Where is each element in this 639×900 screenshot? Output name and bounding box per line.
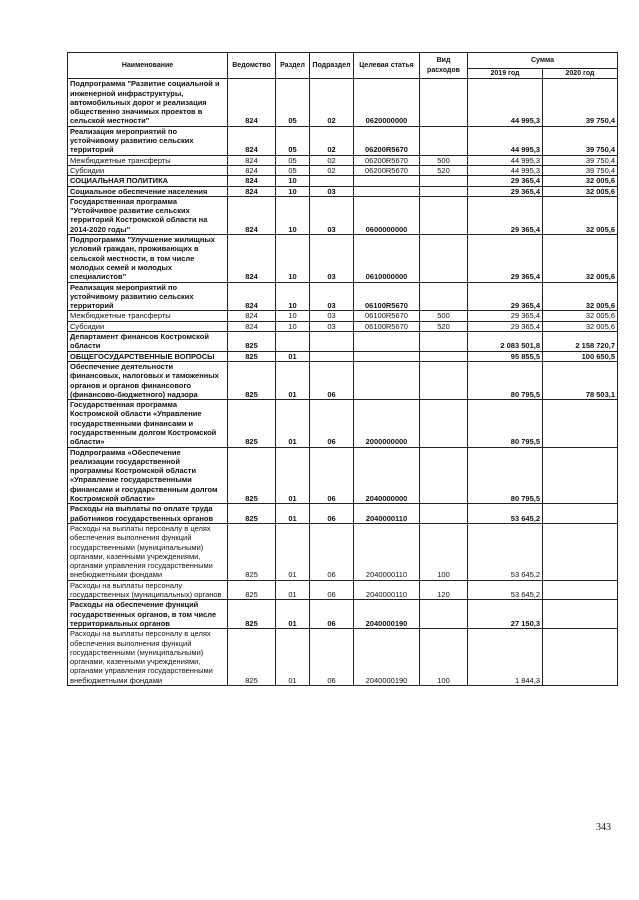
row-section-cell: 10 [276,176,310,186]
row-2020-cell: 32 005,6 [543,282,618,311]
row-dept-cell: 824 [228,196,276,234]
row-2019-cell: 1 844,3 [468,629,543,686]
row-2020-cell [543,523,618,580]
row-kind-cell [420,126,468,155]
row-name-cell: Реализация мероприятий по устойчивому развитию сельских территорий [68,126,228,155]
row-name-cell: Субсидии [68,321,228,331]
row-dept-cell: 824 [228,186,276,196]
row-name-cell: Департамент финансов Костромской области [68,332,228,352]
row-section-cell: 01 [276,600,310,629]
page-number: 343 [596,822,611,833]
header-2020: 2020 год [543,69,618,79]
row-subsection-cell: 03 [310,196,354,234]
row-dept-cell: 825 [228,332,276,352]
row-2020-cell: 32 005,6 [543,311,618,321]
row-kind-cell: 100 [420,523,468,580]
row-kind-cell [420,351,468,361]
row-kind-cell: 100 [420,629,468,686]
row-dept-cell: 824 [228,79,276,126]
row-2020-cell: 2 158 720,7 [543,332,618,352]
row-name-cell: Реализация мероприятий по устойчивому развитию сельских территорий [68,282,228,311]
row-2020-cell [543,629,618,686]
table-row [68,447,618,504]
row-2020-cell: 32 005,6 [543,235,618,282]
row-2020-cell: 39 750,4 [543,79,618,126]
row-2020-cell [543,580,618,600]
row-target-cell [354,176,420,186]
row-name-cell: Межбюджетные трансферты [68,155,228,165]
row-name-cell: Расходы на обеспечение функций государственных органов, в том числе территориальных органов [68,600,228,629]
row-target-cell: 0610000000 [354,235,420,282]
row-name-cell: Межбюджетные трансферты [68,311,228,321]
row-kind-cell [420,600,468,629]
row-target-cell: 06200R5670 [354,155,420,165]
row-target-cell [354,361,420,399]
row-target-cell: 0600000000 [354,196,420,234]
row-kind-cell [420,504,468,524]
row-dept-cell: 825 [228,629,276,686]
row-2020-cell: 39 750,4 [543,165,618,175]
row-2019-cell: 80 795,5 [468,400,543,447]
row-name-cell: Государственная программа Костромской области «Управление государственными финансами и государственным долгом Костромской области» [68,400,228,447]
row-name-cell: Расходы на выплаты по оплате труда работников государственных органов [68,504,228,524]
row-dept-cell: 824 [228,311,276,321]
row-target-cell: 06200R5670 [354,126,420,155]
row-2019-cell: 29 365,4 [468,196,543,234]
header-target: Целевая статья [354,53,420,79]
row-target-cell: 2040000190 [354,600,420,629]
row-dept-cell: 824 [228,176,276,186]
row-kind-cell [420,196,468,234]
row-dept-cell: 825 [228,600,276,629]
row-kind-cell: 500 [420,155,468,165]
row-subsection-cell: 06 [310,523,354,580]
row-kind-cell: 520 [420,321,468,331]
row-section-cell: 05 [276,155,310,165]
budget-table [67,52,618,686]
header-name: Наименование [68,53,228,79]
row-2019-cell: 29 365,4 [468,235,543,282]
row-kind-cell [420,400,468,447]
row-2020-cell: 100 650,5 [543,351,618,361]
table-row [68,523,618,580]
table-row [68,629,618,686]
row-section-cell: 10 [276,235,310,282]
row-2020-cell [543,504,618,524]
row-subsection-cell: 06 [310,600,354,629]
row-kind-cell [420,186,468,196]
row-target-cell: 2000000000 [354,400,420,447]
row-subsection-cell [310,332,354,352]
row-name-cell: Государственная программа "Устойчивое развитие сельских территорий Костромской области на 2014-2020 годы" [68,196,228,234]
row-dept-cell: 824 [228,165,276,175]
row-2020-cell: 39 750,4 [543,126,618,155]
table-row [68,504,618,524]
row-subsection-cell: 06 [310,580,354,600]
row-section-cell: 01 [276,361,310,399]
row-section-cell: 01 [276,504,310,524]
row-kind-cell [420,79,468,126]
row-target-cell: 2040000110 [354,523,420,580]
table-row [68,155,618,165]
row-2019-cell: 44 995,3 [468,126,543,155]
table-row [68,311,618,321]
row-target-cell: 0620000000 [354,79,420,126]
row-2019-cell: 53 645,2 [468,504,543,524]
row-2019-cell: 29 365,4 [468,176,543,186]
row-target-cell [354,186,420,196]
row-section-cell: 05 [276,79,310,126]
row-2019-cell: 2 083 501,8 [468,332,543,352]
table-body [68,79,618,686]
row-name-cell: Субсидии [68,165,228,175]
row-kind-cell [420,282,468,311]
row-target-cell: 06100R5670 [354,282,420,311]
header-section: Раздел [276,53,310,79]
row-target-cell: 06100R5670 [354,311,420,321]
row-2019-cell: 53 645,2 [468,580,543,600]
row-kind-cell: 120 [420,580,468,600]
header-2019: 2019 год [468,69,543,79]
row-subsection-cell: 06 [310,504,354,524]
row-section-cell: 10 [276,321,310,331]
row-target-cell: 2040000000 [354,447,420,504]
row-target-cell: 2040000190 [354,629,420,686]
row-2019-cell: 27 150,3 [468,600,543,629]
row-dept-cell: 825 [228,351,276,361]
row-target-cell: 2040000110 [354,580,420,600]
row-subsection-cell [310,351,354,361]
row-2019-cell: 44 995,3 [468,155,543,165]
row-2020-cell: 32 005,6 [543,176,618,186]
row-dept-cell: 824 [228,282,276,311]
row-subsection-cell: 02 [310,165,354,175]
row-2019-cell: 44 995,3 [468,79,543,126]
header-dept: Ведомство [228,53,276,79]
row-dept-cell: 824 [228,235,276,282]
row-section-cell: 01 [276,351,310,361]
row-subsection-cell: 03 [310,321,354,331]
row-name-cell: Расходы на выплаты персоналу государственных (муниципальных) органов [68,580,228,600]
row-dept-cell: 825 [228,523,276,580]
row-2020-cell: 39 750,4 [543,155,618,165]
row-section-cell: 01 [276,629,310,686]
row-2020-cell: 32 005,6 [543,186,618,196]
table-row [68,580,618,600]
row-name-cell: Подпрограмма "Развитие социальной и инженерной инфраструктуры, автомобильных дорог и реализация общественно значимых проектов в сельской местности" [68,79,228,126]
row-2020-cell [543,600,618,629]
row-name-cell: Расходы на выплаты персоналу в целях обеспечения выполнения функций государственными (муниципальными) органами, казенными учреждениями, органами управления государственными внебюджетными фондами [68,629,228,686]
table-row [68,196,618,234]
row-2019-cell: 95 855,5 [468,351,543,361]
row-kind-cell [420,447,468,504]
table-row [68,332,618,352]
table-row [68,165,618,175]
row-subsection-cell: 02 [310,79,354,126]
row-2020-cell [543,447,618,504]
row-section-cell: 05 [276,165,310,175]
row-subsection-cell: 03 [310,282,354,311]
row-2019-cell: 29 365,4 [468,282,543,311]
table-row [68,400,618,447]
row-dept-cell: 824 [228,126,276,155]
row-section-cell: 10 [276,311,310,321]
row-target-cell: 06100R5670 [354,321,420,331]
row-subsection-cell: 03 [310,235,354,282]
row-section-cell [276,332,310,352]
row-subsection-cell: 06 [310,447,354,504]
row-dept-cell: 825 [228,447,276,504]
row-name-cell: Подпрограмма "Улучшение жилищных условий граждан, проживающих в сельской местности, в том числе молодых семей и молодых специалистов" [68,235,228,282]
table-row [68,321,618,331]
row-2019-cell: 80 795,5 [468,361,543,399]
row-2020-cell: 78 503,1 [543,361,618,399]
row-2019-cell: 44 995,3 [468,165,543,175]
row-kind-cell: 500 [420,311,468,321]
row-name-cell: ОБЩЕГОСУДАРСТВЕННЫЕ ВОПРОСЫ [68,351,228,361]
row-section-cell: 01 [276,523,310,580]
row-2019-cell: 29 365,4 [468,186,543,196]
header-kind: Вид расходов [420,53,468,79]
row-subsection-cell: 03 [310,311,354,321]
row-subsection-cell: 02 [310,155,354,165]
row-2019-cell: 29 365,4 [468,311,543,321]
row-target-cell [354,351,420,361]
table-row [68,600,618,629]
table-row [68,351,618,361]
table-row [68,79,618,126]
row-2020-cell: 32 005,6 [543,196,618,234]
row-2020-cell [543,400,618,447]
row-2020-cell: 32 005,6 [543,321,618,331]
row-kind-cell [420,361,468,399]
row-kind-cell: 520 [420,165,468,175]
row-section-cell: 10 [276,186,310,196]
row-target-cell [354,332,420,352]
row-kind-cell [420,235,468,282]
row-name-cell: СОЦИАЛЬНАЯ ПОЛИТИКА [68,176,228,186]
table-row [68,186,618,196]
row-subsection-cell: 06 [310,629,354,686]
row-dept-cell: 825 [228,400,276,447]
row-kind-cell [420,332,468,352]
row-target-cell: 06200R5670 [354,165,420,175]
row-section-cell: 01 [276,580,310,600]
row-dept-cell: 824 [228,155,276,165]
row-section-cell: 05 [276,126,310,155]
table-row [68,235,618,282]
row-subsection-cell [310,176,354,186]
row-dept-cell: 825 [228,361,276,399]
row-subsection-cell: 02 [310,126,354,155]
row-name-cell: Социальное обеспечение населения [68,186,228,196]
row-section-cell: 01 [276,447,310,504]
row-kind-cell [420,176,468,186]
row-section-cell: 01 [276,400,310,447]
row-subsection-cell: 03 [310,186,354,196]
row-2019-cell: 53 645,2 [468,523,543,580]
row-dept-cell: 825 [228,580,276,600]
header-subsection: Подраздел [310,53,354,79]
row-subsection-cell: 06 [310,361,354,399]
row-target-cell: 2040000110 [354,504,420,524]
header-sum: Сумма [468,53,618,69]
row-2019-cell: 29 365,4 [468,321,543,331]
row-name-cell: Расходы на выплаты персоналу в целях обеспечения выполнения функций государственными (муниципальными) органами, казенными учреждениями, органами управления государственными внебюджетными фондами [68,523,228,580]
row-section-cell: 10 [276,196,310,234]
table-row [68,176,618,186]
table-row [68,126,618,155]
row-subsection-cell: 06 [310,400,354,447]
row-dept-cell: 824 [228,321,276,331]
table-row [68,361,618,399]
row-name-cell: Подпрограмма «Обеспечение реализации государственной программы Костромской области «Управление государственными финансами и государственным долгом Костромской области» [68,447,228,504]
table-row [68,282,618,311]
row-dept-cell: 825 [228,504,276,524]
row-section-cell: 10 [276,282,310,311]
row-2019-cell: 80 795,5 [468,447,543,504]
row-name-cell: Обеспечение деятельности финансовых, налоговых и таможенных органов и органов финансового (финансово-бюджетного) надзора [68,361,228,399]
